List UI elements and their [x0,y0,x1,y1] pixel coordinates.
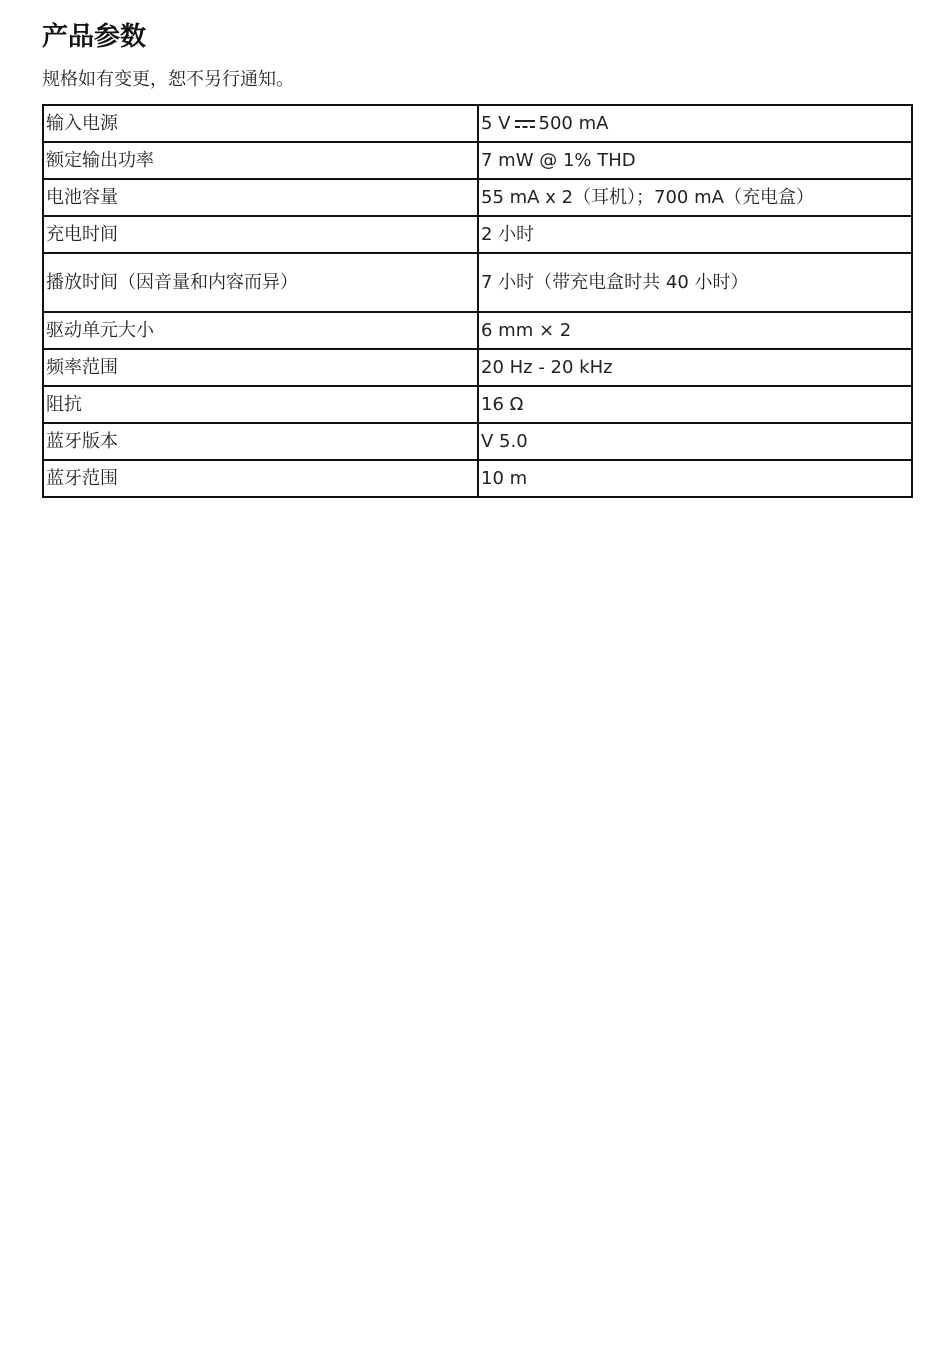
table-row [43,105,912,142]
spec-label: 电池容量 [43,179,478,216]
table-row [43,349,912,386]
spec-value: 7 小时（带充电盒时共 40 小时） [478,253,912,312]
table-row [43,179,912,216]
spec-value-current: 500 mA [538,113,609,134]
spec-value-voltage: 5 V [481,113,511,134]
table-row [43,312,912,349]
specs-table [42,104,913,498]
disclaimer-note: 规格如有变更，恕不另行通知。 [42,69,294,90]
spec-value: 10 m [478,460,912,497]
spec-value: V 5.0 [478,423,912,460]
table-row [43,142,912,179]
table-row [43,216,912,253]
spec-label: 播放时间（因音量和内容而异） [43,253,478,312]
table-row [43,460,912,497]
spec-value: 7 mW @ 1% THD [478,142,912,179]
spec-label: 额定输出功率 [43,142,478,179]
table-row [43,253,912,312]
spec-label: 频率范围 [43,349,478,386]
spec-value: 55 mA x 2（耳机）；700 mA（充电盒） [478,179,912,216]
table-row [43,386,912,423]
spec-value: 2 小时 [478,216,912,253]
table-row [43,423,912,460]
spec-value: 16 Ω [478,386,912,423]
spec-value: 20 Hz - 20 kHz [478,349,912,386]
spec-label: 充电时间 [43,216,478,253]
spec-value [478,105,912,142]
direct-current-icon [515,118,535,130]
spec-label: 阻抗 [43,386,478,423]
spec-label: 驱动单元大小 [43,312,478,349]
page-title: 产品参数 [42,22,147,52]
spec-label: 蓝牙范围 [43,460,478,497]
spec-value: 6 mm × 2 [478,312,912,349]
spec-label: 输入电源 [43,105,478,142]
spec-label: 蓝牙版本 [43,423,478,460]
